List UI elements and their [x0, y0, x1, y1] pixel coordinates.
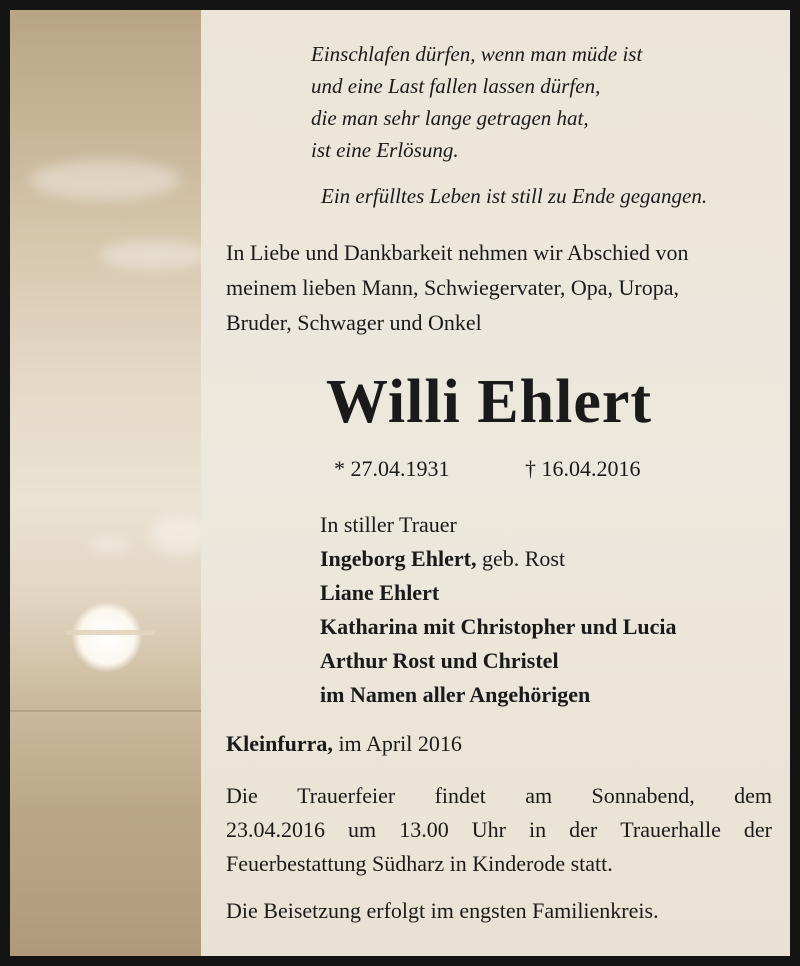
place-date-text: im April 2016 [332, 731, 462, 756]
funeral-word: am [525, 783, 553, 808]
poem [311, 38, 642, 166]
mourner-note: geb. Rost [476, 546, 566, 571]
intro-text [226, 235, 774, 340]
death-date: † 16.04.2016 [525, 456, 641, 481]
mourners-heading: In stiller Trauer [320, 512, 457, 537]
mourner-name: Ingeborg Ehlert, [320, 546, 477, 571]
funeral-line [226, 813, 772, 847]
funeral-word: um [348, 817, 377, 842]
funeral-line [226, 779, 772, 813]
poem-line: Einschlafen dürfen, wenn man müde ist [311, 42, 643, 66]
horizon-line [10, 710, 201, 712]
cloud-shape [100, 240, 201, 270]
mourner-name: im Namen aller Angehörigen [320, 682, 591, 707]
funeral-word: der [569, 817, 598, 842]
poem-line: ist eine Erlösung. [311, 138, 459, 162]
mourner-name: Arthur Rost und Christel [320, 648, 559, 673]
funeral-word: dem [734, 783, 772, 808]
funeral-word: Trauerfeier [297, 783, 396, 808]
deceased-name: Willi Ehlert [326, 368, 653, 436]
place-date [226, 731, 462, 757]
funeral-word: Sonnabend, [591, 783, 695, 808]
sunset-photo [10, 10, 201, 956]
funeral-info [226, 779, 772, 881]
birth-date: * 27.04.1931 [334, 456, 450, 481]
cloud-shape [150, 515, 201, 555]
funeral-word: Die [226, 783, 258, 808]
intro-line: Bruder, Schwager und Onkel [226, 310, 482, 335]
funeral-line: Feuerbestattung Südharz in Kinderode statt. [226, 851, 613, 876]
funeral-word: in [528, 817, 547, 842]
mourner-row [320, 542, 677, 576]
intro-line: meinem lieben Mann, Schwiegervater, Opa, Uropa, [226, 275, 680, 300]
funeral-word: findet [434, 783, 486, 808]
funeral-word: Uhr [471, 817, 506, 842]
mourner-name: Liane Ehlert [320, 580, 440, 605]
burial-info: Die Beisetzung erfolgt im engsten Familienkreis. [226, 898, 659, 923]
closing-line: Ein erfülltes Leben ist still zu Ende gegangen. [321, 184, 708, 208]
cloud-shape [30, 160, 180, 200]
sun-cloud-band [65, 630, 155, 635]
poem-line: und eine Last fallen lassen dürfen, [311, 74, 601, 98]
mourners-list [320, 508, 677, 712]
cloud-shape [90, 538, 130, 552]
mourner-name: Katharina mit Christopher und Lucia [320, 614, 677, 639]
funeral-word: 23.04.2016 [226, 817, 325, 842]
place-town: Kleinfurra, [226, 731, 333, 756]
sun-icon [72, 602, 142, 672]
intro-line: In Liebe und Dankbarkeit nehmen wir Abschied von [226, 240, 689, 265]
funeral-word: der [743, 817, 772, 842]
funeral-word: 13.00 [399, 817, 449, 842]
poem-line: die man sehr lange getragen hat, [311, 106, 589, 130]
funeral-word: Trauerhalle [620, 817, 721, 842]
